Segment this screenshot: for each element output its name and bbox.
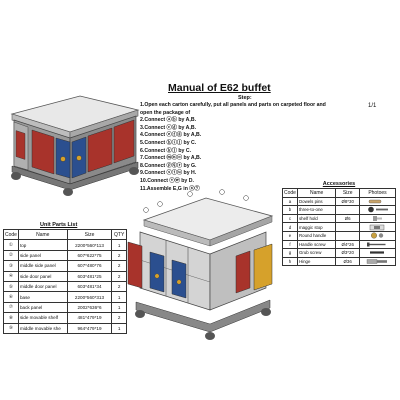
col-size: Size [67, 230, 112, 240]
table-row [283, 231, 396, 240]
accessories-header-row [283, 189, 396, 198]
table-row [4, 240, 127, 250]
cell-code: ③ [4, 261, 19, 271]
table-row [283, 223, 396, 232]
cell-name: Hinge [297, 257, 335, 266]
cell-code: a [283, 197, 298, 206]
cell-size: Ø3*20 [336, 249, 360, 258]
col-photo: Photoes [359, 189, 395, 198]
cell-name: Handle screw [297, 240, 335, 249]
cell-code: c [283, 214, 298, 223]
cell-code: ⑥ [4, 292, 19, 302]
hinge-icon [361, 258, 394, 265]
step-line: 11.Assemble E,G in ⓧⓨ [140, 185, 200, 192]
cell-name: base [18, 292, 67, 302]
cell-size: 607*622*75 [67, 250, 112, 260]
cell-code: ⑤ [4, 281, 19, 291]
magnetic-stop-icon [361, 224, 394, 231]
cell-qty: 2 [112, 261, 127, 271]
step-line: 2.Connect ⓐⓑ by A,B. [140, 117, 197, 124]
step-line: 9.Connect ⓢⓣⓤ by H. [140, 170, 197, 177]
cell-size: 607*480*76 [67, 261, 112, 271]
round-handle-icon [361, 232, 394, 239]
cell-size: 481*479*19 [67, 313, 112, 323]
col-name: Name [18, 230, 67, 240]
cell-code: ① [4, 240, 19, 250]
cell-name: top [18, 240, 67, 250]
cell-code: ④ [4, 271, 19, 281]
step-line: 3.Connect ⓒⓓ by A,B. [140, 124, 197, 131]
accessories-table [282, 181, 396, 266]
cell-size: Ø6 [336, 214, 360, 223]
cell-qty: 1 [112, 323, 127, 333]
cell-name: Grub screw [297, 249, 335, 258]
step-line: 10.Connect ⓥⓦ by D. [140, 177, 194, 184]
cell-name: side movable shelf [18, 313, 67, 323]
cell-code: g [283, 249, 298, 258]
cell-qty: 1 [112, 302, 127, 312]
step-line: 8.Connect ⓟⓠⓡ by G. [140, 162, 197, 169]
cell-size: 2002*636*6 [67, 302, 112, 312]
cell-size: 603*481*25 [67, 271, 112, 281]
table-row [4, 302, 127, 312]
cell-size: 2200*560*313 [67, 292, 112, 302]
parts-header-row [4, 230, 127, 240]
table-row [4, 292, 127, 302]
col-code: Code [4, 230, 19, 240]
cell-code: e [283, 231, 298, 240]
cell-size [336, 223, 360, 232]
dowel-pins-icon [361, 198, 394, 205]
parts-list-table [3, 229, 127, 334]
shelf-hold-icon [361, 215, 394, 222]
cell-name: Round handle [297, 231, 335, 240]
cell-qty: 2 [112, 281, 127, 291]
step-line: 6.Connect ⓚⓛ by C. [140, 147, 192, 154]
cell-name: side door panel [18, 271, 67, 281]
table-row [283, 249, 396, 258]
step-line: open the package of [140, 109, 191, 116]
cell-name: middle movable she [18, 323, 67, 333]
step-line: 1.Open each carton carefully, put all panels and parts on carpeted floor and [140, 102, 326, 108]
cell-size: Ø36 [336, 257, 360, 266]
cell-qty: 2 [112, 250, 127, 260]
col-name: Name [297, 189, 335, 198]
cell-code: d [283, 223, 298, 232]
cell-name: back panel [18, 302, 67, 312]
cell-name: middle door panel [18, 281, 67, 291]
cell-code: ⑨ [4, 323, 19, 333]
cell-code: ② [4, 250, 19, 260]
cell-size [336, 231, 360, 240]
table-row [4, 313, 127, 323]
cell-name: side panel [18, 250, 67, 260]
col-qty: QTY [112, 230, 127, 240]
cell-code: b [283, 206, 298, 215]
cell-size: 603*481*34 [67, 281, 112, 291]
cell-qty: 1 [112, 292, 127, 302]
table-row [283, 206, 396, 215]
table-row [283, 197, 396, 206]
parts-list-title: Unit Parts List [40, 222, 78, 228]
cell-name: Dowels pins [297, 197, 335, 206]
buffet-exploded-illustration [126, 180, 276, 345]
cell-name: maggic stop [297, 223, 335, 232]
cell-name: three-to-one [297, 206, 335, 215]
buffet-assembled-illustration [2, 92, 140, 197]
cell-code: h [283, 257, 298, 266]
table-row [4, 261, 127, 271]
cell-code: ⑦ [4, 302, 19, 312]
table-row [283, 257, 396, 266]
col-size: Size [336, 189, 360, 198]
cell-size: Ø4*26 [336, 240, 360, 249]
cell-name: shelf hold [297, 214, 335, 223]
cell-qty: 2 [112, 271, 127, 281]
accessories-title: Accessories [322, 181, 356, 187]
cell-size [336, 206, 360, 215]
step-line: 5.Connect ⓗⓘⓙ by C. [140, 139, 197, 146]
page-number: 1/1 [368, 103, 377, 109]
cell-size: 2200*560*113 [67, 240, 112, 250]
table-row [283, 240, 396, 249]
step-line: 7.Connect ⓜⓝⓞ by A,B. [140, 155, 202, 162]
cell-code: f [283, 240, 298, 249]
table-row [4, 281, 127, 291]
col-code: Code [284, 189, 296, 196]
handle-screw-icon [361, 241, 394, 248]
table-row [283, 214, 396, 223]
table-row [4, 271, 127, 281]
step-line: 4.Connect ⓔⓕⓖ by A,B. [140, 132, 202, 139]
step-heading: Step: [238, 95, 252, 101]
cell-size: Ø8*30 [336, 197, 360, 206]
table-row [4, 323, 127, 333]
manual-title: Manual of E62 buffet [168, 82, 271, 94]
cell-size: 964*479*19 [67, 323, 112, 333]
cam-lock-icon [361, 206, 394, 213]
table-row [4, 250, 127, 260]
cell-name: middle side panel [18, 261, 67, 271]
grub-screw-icon [361, 249, 394, 256]
cell-qty: 1 [112, 240, 127, 250]
cell-qty: 2 [112, 313, 127, 323]
cell-code: ⑧ [4, 313, 19, 323]
